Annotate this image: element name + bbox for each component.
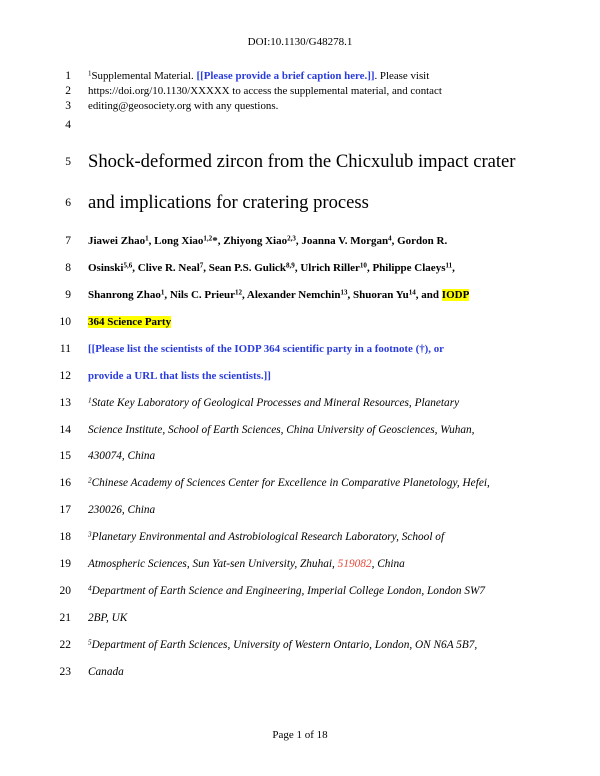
line-9 (0, 285, 600, 305)
line-number: 10 (59, 316, 71, 328)
line-number: 16 (59, 477, 71, 489)
running-header (0, 32, 600, 52)
line-text (88, 366, 271, 386)
line-text (88, 258, 455, 278)
line-text (88, 285, 469, 305)
superscript-marker: 2 (88, 476, 92, 485)
line-number: 2 (65, 85, 71, 97)
line-4 (0, 115, 600, 135)
line-number: 1 (65, 70, 71, 82)
text-run: Department of Earth Sciences, University of Western Ontario, London, ON N6A 5B7, (91, 639, 478, 651)
line-number: 19 (59, 558, 71, 570)
text-run: *, Zhiyong Xiao (212, 235, 288, 247)
line-text (88, 150, 516, 174)
line-text (88, 500, 155, 520)
line-text (88, 527, 444, 547)
editor-placeholder-text: provide a URL that lists the scientists.]] (88, 370, 271, 382)
text-run: , (452, 262, 455, 274)
highlighted-text: 364 Science Party (88, 316, 172, 328)
superscript-marker: 1 (88, 396, 92, 405)
superscript-marker: 1 (160, 288, 165, 297)
line-16 (0, 473, 600, 493)
superscript-marker: 11 (445, 261, 453, 270)
page-footer (0, 725, 600, 745)
line-20 (0, 581, 600, 601)
doi-label: DOI:10.1130/G48278.1 (247, 36, 353, 48)
superscript-marker: 12 (234, 288, 242, 297)
text-run: Department of Earth Science and Engineering, Imperial College London, London SW7 (91, 585, 486, 597)
superscript-marker: 5,6 (123, 261, 133, 270)
line-number: 18 (59, 531, 71, 543)
text-run: 2BP, UK (88, 612, 128, 624)
line-19 (0, 554, 600, 574)
line-number: 21 (59, 612, 71, 624)
line-number: 17 (59, 504, 71, 516)
line-number: 8 (65, 262, 71, 274)
line-text (88, 96, 278, 116)
superscript-marker: 2,3 (287, 234, 296, 243)
line-23 (0, 662, 600, 682)
superscript-marker: 7 (199, 261, 204, 270)
line-text (88, 312, 171, 332)
text-run: , Gordon R. (391, 235, 448, 247)
text-run: editing@geosociety.org with any questions. (88, 100, 279, 112)
line-text (88, 446, 155, 466)
line-text (88, 473, 490, 493)
line-text (88, 393, 459, 413)
text-run: Science Institute, School of Earth Sciences, China University of Geosciences, Wuhan, (88, 424, 475, 436)
superscript-marker: 1,2 (203, 234, 213, 243)
text-run: , Shuoran Yu (347, 289, 409, 301)
superscript-marker: 5 (88, 638, 92, 647)
line-12 (0, 366, 600, 386)
text-run: , Alexander Nemchin (241, 289, 341, 301)
line-5 (0, 150, 600, 174)
editor-placeholder-text: [[Please provide a brief caption here.]] (196, 70, 375, 82)
line-number: 5 (65, 156, 71, 168)
superscript-marker: 1 (145, 234, 149, 243)
line-text (88, 635, 477, 655)
line-text (88, 420, 475, 440)
text-run: Jiawei Zhao (88, 235, 146, 247)
text-run: Shanrong Zhao (88, 289, 161, 301)
line-7 (0, 231, 600, 251)
highlighted-text: IODP (441, 289, 470, 301)
superscript-marker: 4 (388, 234, 392, 243)
line-text (88, 554, 405, 574)
text-run: https://doi.org/10.1130/XXXXX to access the supplemental material, and contact (88, 85, 442, 97)
text-run: , Ulrich Riller (294, 262, 360, 274)
line-number: 7 (65, 235, 71, 247)
line-number: 9 (65, 289, 71, 301)
line-11 (0, 339, 600, 359)
superscript-marker: 1 (88, 69, 92, 78)
line-22 (0, 635, 600, 655)
line-number: 23 (59, 666, 71, 678)
text-run: 430074, China (88, 450, 156, 462)
line-8 (0, 258, 600, 278)
superscript-marker: 10 (359, 261, 367, 270)
text-run: State Key Laboratory of Geological Processes and Mineral Resources, Planetary (91, 397, 460, 409)
superscript-marker: 14 (408, 288, 416, 297)
line-number: 13 (59, 397, 71, 409)
superscript-marker: 4 (88, 584, 92, 593)
line-text (88, 339, 444, 359)
line-10 (0, 312, 600, 332)
line-number: 22 (59, 639, 71, 651)
text-run: and implications for cratering process (88, 192, 369, 213)
line-3 (0, 96, 600, 116)
line-number: 4 (65, 119, 71, 131)
text-run: , Sean P.S. Gulick (203, 262, 287, 274)
line-number: 11 (59, 343, 71, 355)
text-run: , Philippe Claeys (366, 262, 446, 274)
line-15 (0, 446, 600, 466)
superscript-marker: 13 (340, 288, 348, 297)
text-run: Planetary Environmental and Astrobiological Research Laboratory, School of (91, 531, 445, 543)
line-18 (0, 527, 600, 547)
text-run: Shock-deformed zircon from the Chicxulub impact crater (88, 151, 516, 172)
text-run: , Clive R. Neal (132, 262, 200, 274)
editor-placeholder-text: [[Please list the scientists of the IODP 364 scientific party in a footnote (†), or (88, 343, 444, 355)
line-text (88, 662, 124, 682)
page-number-label: Page 1 of 18 (272, 729, 328, 741)
text-run: , China (371, 558, 405, 570)
text-run: Chinese Academy of Sciences Center for Excellence in Comparative Planetology, Hefei, (91, 477, 490, 489)
line-6 (0, 191, 600, 215)
line-14 (0, 420, 600, 440)
text-run: , Long Xiao (148, 235, 204, 247)
line-number: 15 (59, 450, 71, 462)
text-run: Canada (88, 666, 124, 678)
text-run: Atmospheric Sciences, Sun Yat-sen University, Zhuhai, (88, 558, 338, 570)
text-run: Supplemental Material. (91, 70, 197, 82)
line-number: 20 (59, 585, 71, 597)
line-text (88, 191, 369, 215)
line-number: 6 (65, 197, 71, 209)
text-run: . Please visit (374, 70, 430, 82)
superscript-marker: 8,9 (286, 261, 295, 270)
text-run: , Joanna V. Morgan (295, 235, 389, 247)
line-number: 14 (59, 424, 71, 436)
line-text (88, 608, 127, 628)
text-run: Osinski (88, 262, 124, 274)
line-text (88, 231, 447, 251)
line-number: 3 (65, 100, 71, 112)
text-run: 230026, China (88, 504, 156, 516)
line-17 (0, 500, 600, 520)
flagged-text: 519082 (337, 558, 372, 570)
line-text (88, 581, 485, 601)
superscript-marker: 3 (88, 530, 92, 539)
line-21 (0, 608, 600, 628)
line-13 (0, 393, 600, 413)
text-run: , and (415, 289, 442, 301)
text-run: , Nils C. Prieur (164, 289, 235, 301)
line-number: 12 (59, 370, 71, 382)
